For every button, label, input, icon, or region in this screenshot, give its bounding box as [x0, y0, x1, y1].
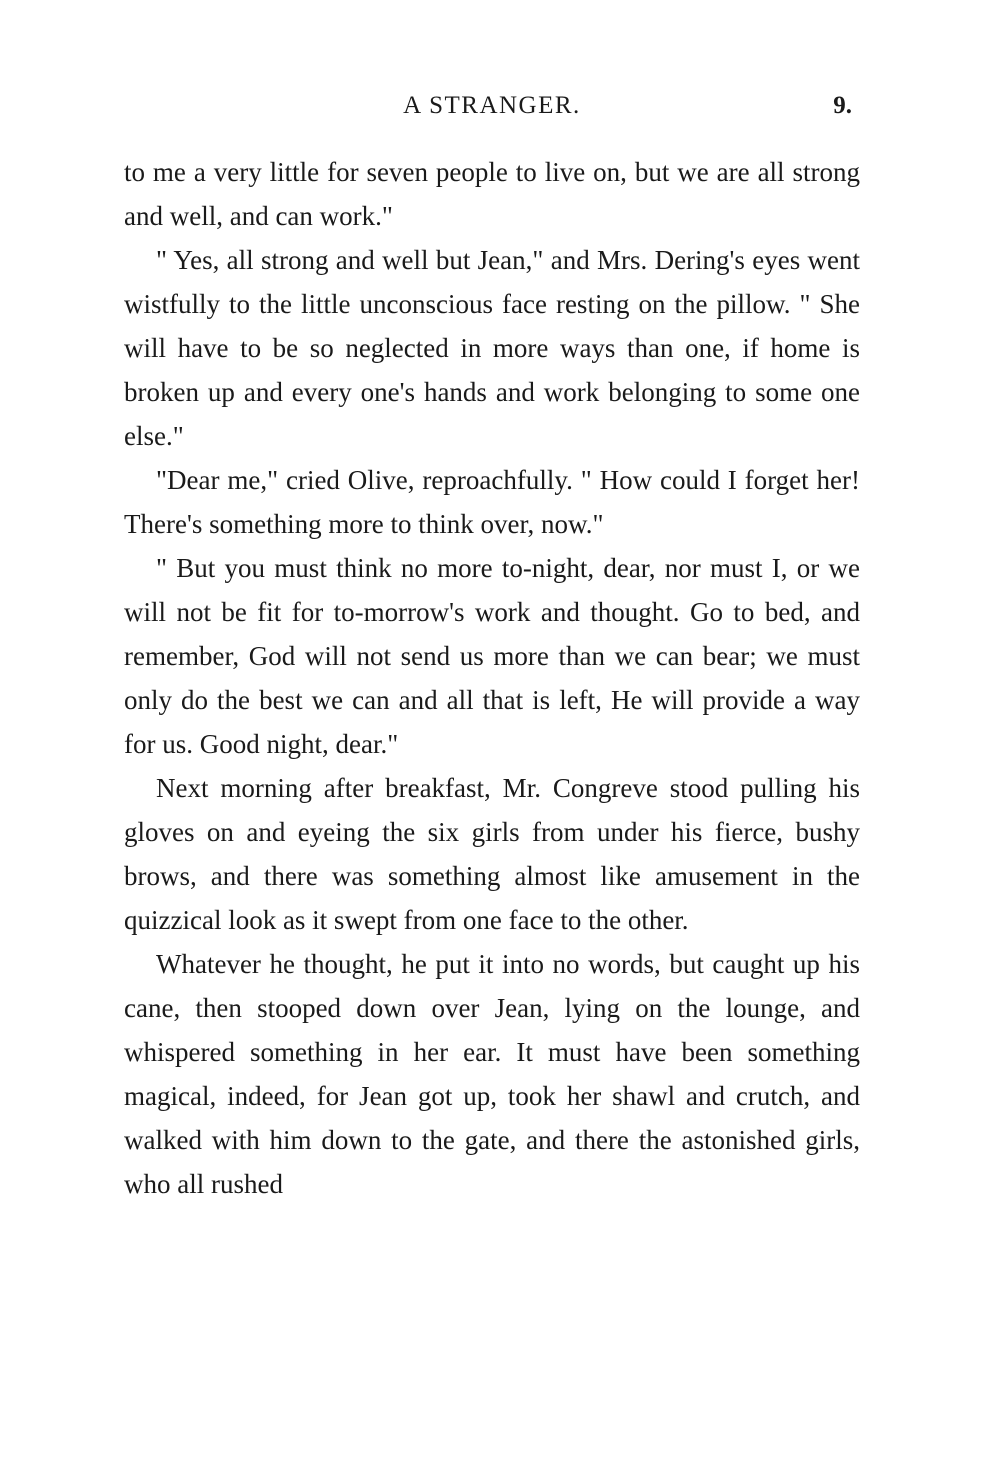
- paragraph: "Dear me," cried Olive, reproachfully. " How could I forget her! There's something more to think over, now.": [124, 465, 860, 539]
- paragraph-continuation: to me a very little for seven people to live on, but we are all strong and well, and can work.": [124, 157, 860, 231]
- paragraph: " Yes, all strong and well but Jean," and Mrs. Dering's eyes went wistfully to the little unconscious face resting on the pillow. " She will have to be so neglected in more ways than one, if home is broken up and every one's hands and work belonging to some one else.": [124, 245, 860, 451]
- running-title: A STRANGER.: [403, 92, 581, 119]
- body-text: [124, 150, 860, 1206]
- paragraph: Next morning after breakfast, Mr. Congreve stood pulling his gloves on and eyeing the six girls from under his fierce, bushy brows, and there was something almost like amusement in the quizzical look as it swept from one face to the other.: [124, 773, 860, 935]
- running-header: [124, 86, 860, 126]
- page-number: 9.: [833, 92, 852, 119]
- paragraph: " But you must think no more to-night, dear, nor must I, or we will not be fit for to-morrow's work and thought. Go to bed, and remember, God will not send us more than we can bear; we must only do the best we can and all that is left, He will provide a way for us. Good night, dear.": [124, 553, 860, 759]
- paragraph: Whatever he thought, he put it into no words, but caught up his cane, then stooped down over Jean, lying on the lounge, and whispered something in her ear. It must have been something magical, indeed, for Jean got up, took her shawl and crutch, and walked with him down to the gate, and there the astonished girls, who all rushed: [124, 949, 860, 1199]
